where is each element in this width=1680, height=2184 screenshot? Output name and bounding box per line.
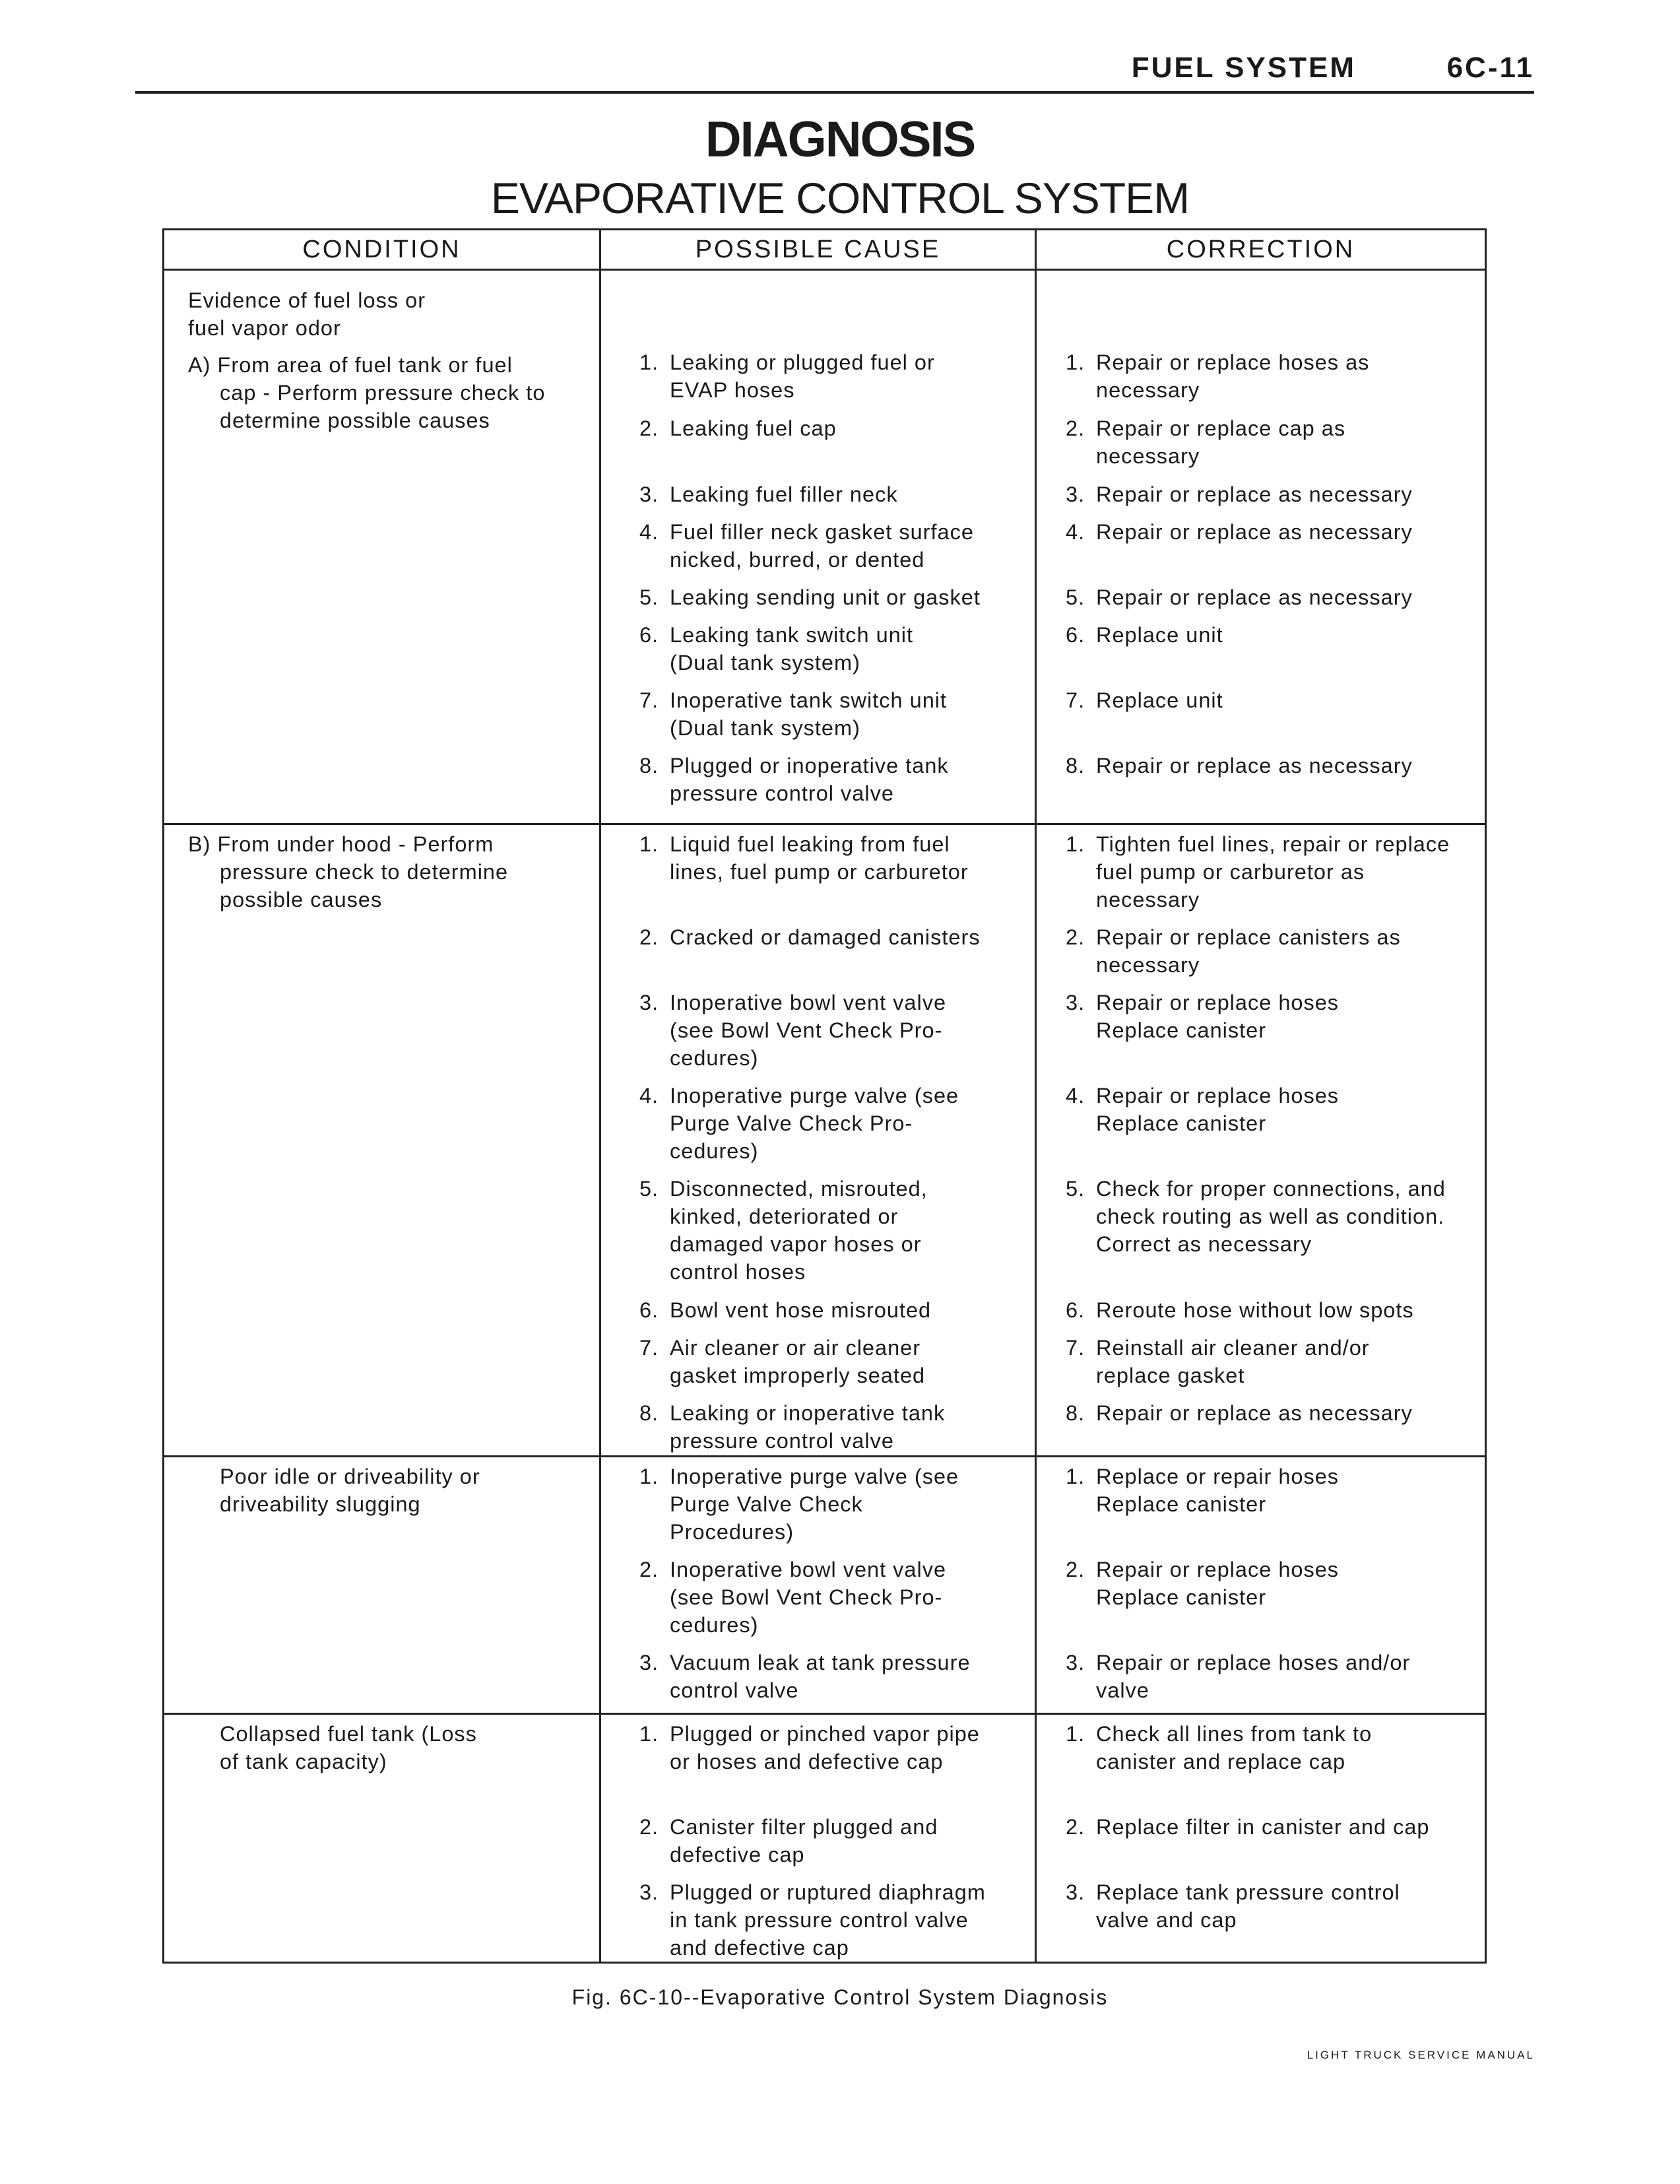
correction-item: 7. Reinstall air cleaner and/or replace gasket [1066, 1336, 1370, 1387]
correction-cell [1036, 1714, 1486, 1963]
correction-item: 3. Replace tank pressure control valve and cap [1066, 1880, 1400, 1932]
condition-text: B) From under hood - Perform pressure check to determine possible causes [188, 832, 509, 911]
cause-item: 3. Plugged or ruptured diaphragm in tank pressure control valve and defective cap [639, 1880, 986, 1960]
table-row [164, 270, 1486, 824]
page-subtitle: EVAPORATIVE CONTROL SYSTEM [490, 174, 1190, 222]
cause-cell [600, 824, 1036, 1457]
page-title: DIAGNOSIS [705, 112, 975, 168]
correction-item: 3. Repair or replace as necessary [1066, 482, 1413, 506]
cause-item: 3. Leaking fuel filler neck [639, 482, 898, 506]
cause-item: 4. Fuel filler neck gasket surface nicked, burred, or dented [639, 520, 974, 572]
correction-item: 1. Check all lines from tank to canister and replace cap [1066, 1722, 1373, 1773]
cause-cell [600, 1457, 1036, 1714]
cause-item: 2. Canister filter plugged and defective cap [639, 1815, 938, 1867]
column-header-condition: CONDITION [164, 230, 600, 270]
table-header-row [164, 230, 1486, 270]
cause-item: 1. Inoperative purge valve (see Purge Valve Check Procedures) [639, 1465, 959, 1544]
correction-item: 1. Repair or replace hoses as necessary [1066, 350, 1370, 402]
cause-item: 3. Inoperative bowl vent valve (see Bowl Vent Check Pro- cedures) [639, 991, 947, 1070]
correction-cell [1036, 1457, 1486, 1714]
correction-item: 4. Repair or replace hoses Replace canister [1066, 1084, 1340, 1135]
correction-cell [1036, 824, 1486, 1457]
footer-text: LIGHT TRUCK SERVICE MANUAL [1307, 2049, 1535, 2061]
table-row [164, 1457, 1486, 1714]
column-header-cause: POSSIBLE CAUSE [600, 230, 1036, 270]
column-header-correction: CORRECTION [1036, 230, 1486, 270]
page-number: 6C-11 [1446, 51, 1534, 84]
correction-item: 3. Repair or replace hoses Replace canister [1066, 991, 1340, 1042]
cause-item: 2. Inoperative bowl vent valve (see Bowl Vent Check Pro- cedures) [639, 1558, 947, 1637]
cause-item: 1. Plugged or pinched vapor pipe or hoses and defective cap [639, 1722, 980, 1773]
correction-item: 1. Tighten fuel lines, repair or replace fuel pump or carburetor as necessary [1066, 832, 1450, 911]
cause-item: 2. Leaking fuel cap [639, 416, 837, 440]
correction-item: 4. Repair or replace as necessary [1066, 520, 1413, 544]
correction-item: 2. Repair or replace canisters as necessary [1066, 925, 1401, 977]
table-row [164, 1714, 1486, 1963]
cause-item: 5. Disconnected, misrouted, kinked, deteriorated or damaged vapor hoses or control hoses [639, 1177, 928, 1284]
condition-cell [164, 1714, 600, 1963]
cause-item: 2. Cracked or damaged canisters [639, 925, 981, 949]
correction-item: 7. Replace unit [1066, 688, 1223, 712]
correction-item: 5. Check for proper connections, and check routing as well as condition. Correct as necessary [1066, 1177, 1446, 1256]
cause-item: 6. Leaking tank switch unit (Dual tank system) [639, 623, 914, 675]
condition-cell [164, 824, 600, 1457]
condition-intro: Evidence of fuel loss or fuel vapor odor [188, 288, 426, 340]
cause-item: 1. Liquid fuel leaking from fuel lines, fuel pump or carburetor [639, 832, 969, 884]
cause-item: 7. Inoperative tank switch unit (Dual tank system) [639, 688, 948, 740]
condition-text: Poor idle or driveability or driveability slugging [220, 1465, 480, 1516]
correction-cell [1036, 270, 1486, 824]
correction-item: 2. Repair or replace hoses Replace canister [1066, 1558, 1340, 1609]
figure-caption: Fig. 6C-10--Evaporative Control System Diagnosis [571, 1985, 1109, 2009]
cause-item: 5. Leaking sending unit or gasket [639, 585, 981, 609]
correction-item: 6. Reroute hose without low spots [1066, 1298, 1414, 1322]
cause-item: 3. Vacuum leak at tank pressure control valve [639, 1651, 971, 1702]
section-title: FUEL SYSTEM [1131, 51, 1356, 84]
cause-cell [600, 270, 1036, 824]
cause-item: 4. Inoperative purge valve (see Purge Valve Check Pro- cedures) [639, 1084, 959, 1163]
correction-item: 3. Repair or replace hoses and/or valve [1066, 1651, 1411, 1702]
cause-item: 1. Leaking or plugged fuel or EVAP hoses [639, 350, 935, 402]
condition-text: Collapsed fuel tank (Loss of tank capacity) [220, 1722, 477, 1773]
condition-cell [164, 1457, 600, 1714]
cause-item: 7. Air cleaner or air cleaner gasket improperly seated [639, 1336, 926, 1387]
correction-item: 8. Repair or replace as necessary [1066, 1401, 1413, 1425]
diagnosis-table [162, 228, 1487, 1964]
condition-cell [164, 270, 600, 824]
correction-item: 5. Repair or replace as necessary [1066, 585, 1413, 609]
correction-item: 2. Replace filter in canister and cap [1066, 1815, 1430, 1839]
page-header [135, 46, 1534, 94]
cause-item: 8. Leaking or inoperative tank pressure control valve [639, 1401, 946, 1453]
table-row [164, 824, 1486, 1457]
cause-item: 6. Bowl vent hose misrouted [639, 1298, 932, 1322]
cause-item: 8. Plugged or inoperative tank pressure control valve [639, 754, 949, 805]
correction-item: 6. Replace unit [1066, 623, 1223, 647]
condition-text: A) From area of fuel tank or fuel cap - Perform pressure check to determine possible causes [188, 353, 546, 432]
cause-cell [600, 1714, 1036, 1963]
correction-item: 1. Replace or repair hoses Replace canister [1066, 1465, 1340, 1516]
correction-item: 8. Repair or replace as necessary [1066, 754, 1413, 778]
correction-item: 2. Repair or replace cap as necessary [1066, 416, 1346, 468]
